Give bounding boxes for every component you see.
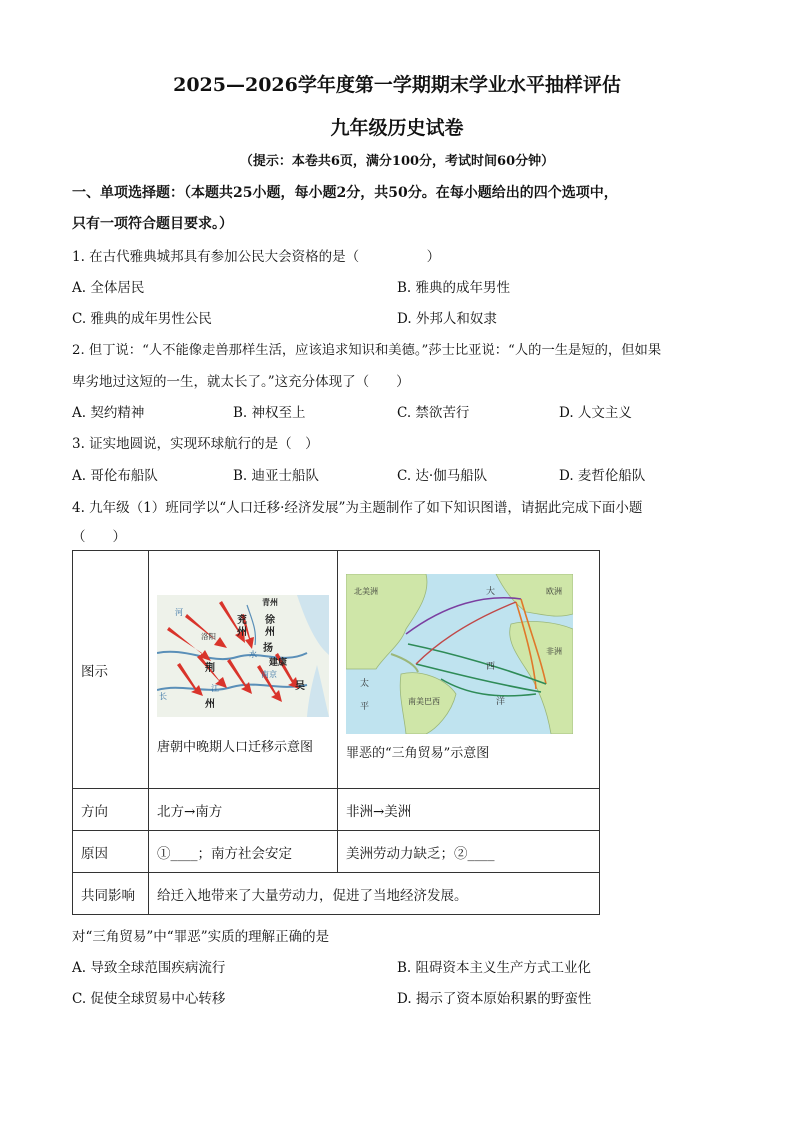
exam-title: 2025—2026学年度第一学期期末学业水平抽样评估 — [173, 74, 621, 96]
row-label-figure: 图示 — [73, 551, 149, 789]
map2-cell — [338, 551, 600, 789]
q2-stem-line1: 2. 但丁说：“人不能像走兽那样生活，应该追求知识和美德。”莎士比亚说：“人的一生是短的，但如果 — [72, 343, 662, 358]
row-label-direction: 方向 — [73, 789, 149, 831]
map2-label-europe: 欧洲 — [546, 587, 562, 596]
exam-subtitle: 九年级历史试卷 — [330, 117, 464, 139]
map1-label-shui: 水 — [249, 650, 257, 659]
map2-caption: 罪恶的“三角贸易”示意图 — [346, 746, 490, 761]
map2-label-xi: 西 — [486, 662, 496, 672]
q1-stem: 1. 在古代雅典城邦具有参加公民大会资格的是（ ） — [72, 249, 441, 265]
map2-label-da: 大 — [486, 587, 496, 597]
map1-caption: 唐朝中晚期人口迁移示意图 — [157, 740, 314, 755]
q2-option-a[interactable]: A. 契约精神 — [72, 405, 145, 421]
row-label-effect: 共同影响 — [73, 873, 149, 915]
map-tang-migration — [157, 595, 329, 717]
cause-tang: ①____；南方社会安定 — [149, 831, 338, 873]
table-row-cause — [73, 831, 600, 873]
q4-option-a[interactable]: A. 导致全球范围疾病流行 — [72, 960, 226, 976]
q4-option-b[interactable]: B. 阻碍资本主义生产方式工业化 — [397, 960, 592, 976]
q1-option-b[interactable]: B. 雅典的成年男性 — [397, 280, 511, 296]
map1-label-chang: 长 — [159, 692, 167, 701]
map2-label-north-america: 北美洲 — [354, 587, 378, 596]
map1-label-zhou1: 州 — [237, 627, 247, 638]
q2-option-c[interactable]: C. 禁欲苦行 — [397, 405, 470, 421]
map1-label-qingzhou: 青州 — [262, 598, 278, 607]
map2-label-tai: 太 — [360, 679, 370, 689]
map1-cell — [149, 551, 338, 789]
q1-option-c[interactable]: C. 雅典的成年男性公民 — [72, 311, 212, 327]
map1-label-he: 河 — [175, 608, 183, 617]
q2-stem-line2: 卑劣地过这短的一生，就太长了。”这充分体现了（ ） — [72, 374, 410, 390]
knowledge-table — [72, 550, 600, 915]
map1-label-jiankang: 建康 — [269, 658, 288, 668]
map2-label-south-america: 南美巴西 — [408, 697, 440, 706]
q3-option-d[interactable]: D. 麦哲伦船队 — [559, 468, 646, 484]
direction-trade: 非洲→美洲 — [338, 789, 600, 831]
table-row-figure — [73, 551, 600, 789]
map1-label-jing: 荆 — [205, 663, 215, 674]
q2-option-d[interactable]: D. 人文主义 — [559, 405, 632, 421]
q4-stem-line2: （ ） — [72, 529, 126, 545]
effect-common: 给迁入地带来了大量劳动力，促进了当地经济发展。 — [149, 873, 600, 915]
map-triangular-trade — [346, 574, 573, 734]
map1-label-yan: 兖 — [237, 615, 247, 626]
section-heading-line1: 一、单项选择题：（本题共25小题，每小题2分，共50分。在每小题给出的四个选项中， — [72, 185, 618, 201]
q1-option-a[interactable]: A. 全体居民 — [72, 280, 145, 296]
map1-label-xu: 徐 — [265, 615, 275, 626]
q4-option-c[interactable]: C. 促使全球贸易中心转移 — [72, 991, 226, 1007]
map1-label-jiang: 江 — [211, 684, 219, 693]
q3-option-a[interactable]: A. 哥伦布船队 — [72, 468, 158, 484]
table-row-effect — [73, 873, 600, 915]
q1-option-d[interactable]: D. 外邦人和奴隶 — [397, 311, 497, 327]
map2-label-yang: 洋 — [496, 697, 506, 707]
map1-label-luoyang: 洛阳 — [201, 632, 216, 641]
row-label-cause: 原因 — [73, 831, 149, 873]
q4-stem-line1: 4. 九年级（1）班同学以“人口迁移·经济发展”为主题制作了如下知识图谱，请据此完成下面小题 — [72, 500, 643, 516]
q2-option-b[interactable]: B. 神权至上 — [233, 405, 306, 421]
map2-label-ping: 平 — [360, 702, 370, 712]
q4-option-d[interactable]: D. 揭示了资本原始积累的野蛮性 — [397, 991, 592, 1007]
q3-stem: 3. 证实地圆说，实现环球航行的是（ ） — [72, 436, 319, 452]
map1-label-nanjing: 南京 — [261, 670, 277, 679]
q4-follow-stem: 对“三角贸易”中“罪恶”实质的理解正确的是 — [72, 929, 330, 945]
q3-option-b[interactable]: B. 迪亚士船队 — [233, 468, 320, 484]
map1-label-zhou3: 州 — [205, 699, 215, 710]
table-row-direction — [73, 789, 600, 831]
q3-option-c[interactable]: C. 达·伽马船队 — [397, 468, 488, 484]
direction-tang: 北方→南方 — [149, 789, 338, 831]
exam-hint: （提示：本卷共6页，满分100分，考试时间60分钟） — [239, 154, 555, 169]
map1-label-yang: 扬 — [263, 643, 273, 654]
map1-label-wu: 吴 — [295, 681, 305, 692]
map1-label-zhou2: 州 — [265, 627, 275, 638]
map2-label-africa: 非洲 — [546, 647, 562, 656]
cause-trade: 美洲劳动力缺乏；②____ — [338, 831, 600, 873]
section-heading-line2: 只有一项符合题目要求。） — [72, 216, 233, 232]
